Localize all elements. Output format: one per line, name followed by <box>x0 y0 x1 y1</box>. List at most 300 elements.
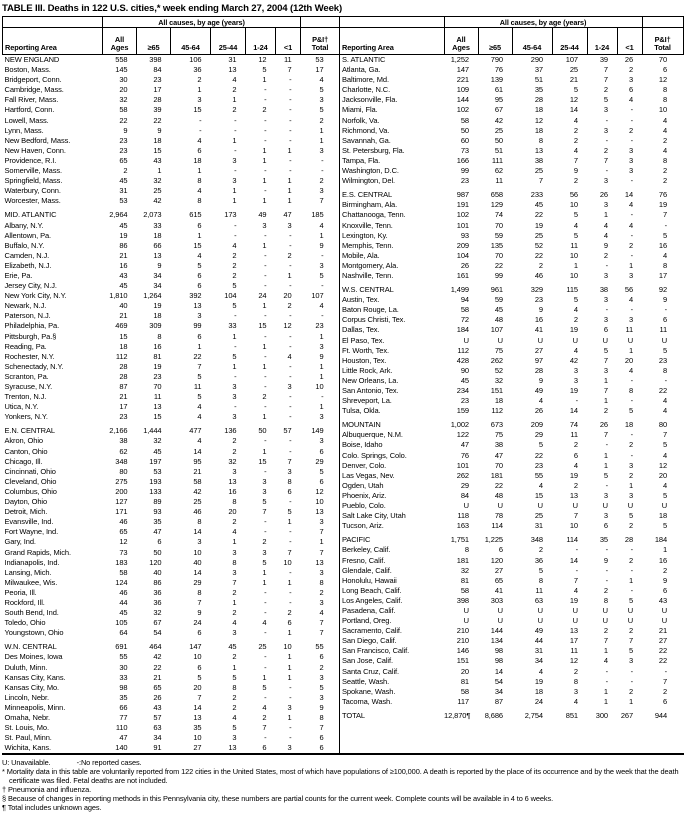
value-cell: U <box>537 605 543 615</box>
value-cell: 6 <box>603 325 608 335</box>
value-cell: - <box>605 545 608 555</box>
deaths-table-left <box>2 17 340 753</box>
value-cell: 32 <box>460 565 469 575</box>
value-cell: 6 <box>197 145 202 155</box>
value-cell: 101 <box>456 460 469 470</box>
value-cell: U <box>602 335 608 345</box>
reporting-area-cell: El Paso, Tex. <box>342 335 385 345</box>
reporting-area-cell: Dayton, Ohio <box>4 497 48 507</box>
value-cell: 4 <box>663 125 668 135</box>
value-cell: 2,073 <box>143 210 162 220</box>
value-cell: 21 <box>658 626 668 636</box>
column-header-row <box>340 28 683 55</box>
reporting-area-cell: Scranton, Pa. <box>4 371 49 381</box>
value-cell: 77 <box>119 713 128 722</box>
value-cell: 50 <box>153 547 162 557</box>
value-cell: 122 <box>456 430 469 440</box>
city-row <box>340 305 683 315</box>
value-cell: 2 <box>262 713 267 722</box>
reporting-area-cell: NEW ENGLAND <box>4 55 60 64</box>
value-cell: 3 <box>232 628 237 638</box>
value-cell: - <box>234 371 237 381</box>
value-cell: 98 <box>119 682 128 692</box>
value-cell: - <box>605 666 608 676</box>
city-row <box>3 116 340 126</box>
value-cell: 1 <box>287 713 292 722</box>
value-cell: U <box>627 501 634 511</box>
reporting-area-cell: Ogden, Utah <box>342 480 384 490</box>
value-cell: 58 <box>460 585 469 595</box>
value-cell: 84 <box>460 490 469 500</box>
reporting-area-cell: Pasadena, Calif. <box>342 605 396 615</box>
reporting-area-cell: Miami, Fla. <box>342 105 378 115</box>
value-cell: 8 <box>197 587 202 597</box>
value-cell: - <box>264 311 267 321</box>
reporting-area-cell: Charlotte, N.C. <box>342 85 391 95</box>
value-cell: 8 <box>663 260 668 270</box>
value-cell: - <box>264 85 267 95</box>
city-row <box>3 527 340 537</box>
value-cell: 658 <box>490 190 503 200</box>
reporting-area-cell: Fresno, Calif. <box>342 555 386 565</box>
value-cell: 7 <box>603 386 608 395</box>
value-cell: 2 <box>629 626 634 636</box>
reporting-area-cell: Utica, N.Y. <box>4 402 39 412</box>
value-cell: 35 <box>119 692 128 702</box>
city-row <box>3 75 340 85</box>
value-cell: 173 <box>224 210 237 220</box>
value-cell: 184 <box>456 325 469 335</box>
value-cell: 7 <box>319 618 324 628</box>
value-cell: 81 <box>460 676 469 686</box>
value-cell: 1 <box>262 341 267 351</box>
value-cell: 81 <box>460 575 469 585</box>
value-cell: 2 <box>663 565 668 575</box>
value-cell: U <box>661 501 668 511</box>
reporting-area-cell: Tucson, Ariz. <box>342 521 384 531</box>
value-cell: - <box>289 281 292 291</box>
value-cell: 98 <box>494 656 503 666</box>
table-title: TABLE III. Deaths in 122 U.S. cities,* week ending March 27, 2004 (12th Week) <box>2 3 342 14</box>
value-cell: 10 <box>658 105 668 115</box>
city-row <box>3 166 340 176</box>
value-cell: 45 <box>228 642 237 652</box>
value-cell: 87 <box>494 696 503 706</box>
value-cell: 1 <box>603 686 608 696</box>
value-cell: - <box>575 545 578 555</box>
value-cell: 6 <box>603 521 608 531</box>
value-cell: - <box>264 331 267 341</box>
reporting-area-cell: PACIFIC <box>342 535 371 545</box>
value-cell: U <box>602 501 608 511</box>
city-row <box>3 372 340 382</box>
reporting-area-spacer <box>340 17 444 28</box>
value-cell: 105 <box>115 618 128 628</box>
city-row <box>3 271 340 281</box>
value-cell: 22 <box>534 450 543 460</box>
value-cell: 107 <box>311 291 324 301</box>
value-cell: 22 <box>658 646 668 656</box>
value-cell: 210 <box>456 626 469 636</box>
value-cell: 181 <box>490 470 503 480</box>
value-cell: 95 <box>494 95 503 105</box>
value-cell: 210 <box>456 636 469 646</box>
value-cell: 1 <box>232 186 237 196</box>
value-cell: 17 <box>119 402 128 412</box>
value-cell: 9 <box>663 575 668 585</box>
value-cell: 75 <box>494 345 503 355</box>
value-cell: 8 <box>232 682 237 692</box>
reporting-area-cell: Lynn, Mass. <box>4 125 44 135</box>
city-row <box>340 586 683 596</box>
value-cell: 5 <box>319 105 324 115</box>
value-cell: 171 <box>115 507 128 517</box>
value-cell: 3 <box>319 672 324 682</box>
value-cell: 46 <box>193 507 202 517</box>
value-cell: 50 <box>258 426 267 436</box>
value-cell: 2 <box>629 65 634 75</box>
value-cell: 49 <box>258 210 267 220</box>
value-cell: 3 <box>629 145 634 155</box>
value-cell: 185 <box>311 210 324 220</box>
value-cell: 5 <box>319 682 324 692</box>
value-cell: 2 <box>232 702 237 712</box>
value-cell: 28 <box>534 365 543 375</box>
value-cell: 3 <box>232 466 237 476</box>
reporting-area-cell: Portland, Oreg. <box>342 616 392 626</box>
reporting-area-cell: Waterbury, Conn. <box>4 186 61 196</box>
value-cell: 10 <box>569 270 578 280</box>
value-cell: - <box>605 305 608 315</box>
value-cell: 7 <box>287 547 292 557</box>
value-cell: 6 <box>262 743 267 753</box>
value-cell: 6 <box>319 652 324 662</box>
value-cell: 21 <box>193 466 202 476</box>
value-cell: 6 <box>663 65 668 75</box>
reporting-area-cell: Grand Rapids, Mich. <box>4 547 71 557</box>
value-cell: 1 <box>603 460 608 470</box>
city-row <box>340 636 683 646</box>
value-cell: 5 <box>603 95 608 105</box>
city-row <box>3 65 340 75</box>
city-row <box>3 578 340 588</box>
value-cell: - <box>264 371 267 381</box>
value-cell: 31 <box>534 521 543 531</box>
value-cell: 2 <box>629 555 634 565</box>
value-cell: 99 <box>494 270 503 280</box>
value-cell: 13 <box>228 476 237 486</box>
deaths-table-right <box>340 17 684 721</box>
value-cell: 3 <box>603 105 608 115</box>
value-cell: 1 <box>262 240 267 250</box>
value-cell: - <box>289 402 292 412</box>
value-cell: 21 <box>119 392 128 402</box>
reporting-area-cell: Detroit, Mich. <box>4 507 48 517</box>
value-cell: 5 <box>629 646 634 656</box>
value-cell: 4 <box>663 250 668 260</box>
value-cell: 1 <box>232 662 237 672</box>
value-cell: 6 <box>197 270 202 280</box>
value-cell: 3 <box>319 145 324 155</box>
value-cell: 53 <box>119 196 128 206</box>
footnote-pneumonia: † Pneumonia and influenza. <box>2 785 92 795</box>
value-cell: - <box>630 666 634 676</box>
value-cell: 4 <box>197 436 202 446</box>
value-cell: 45 <box>119 608 128 618</box>
value-cell: 4 <box>197 135 202 145</box>
region-row <box>340 711 683 721</box>
value-cell: 24 <box>193 618 202 628</box>
value-cell: 39 <box>599 55 608 64</box>
value-cell: 70 <box>494 460 503 470</box>
value-cell: - <box>605 166 608 176</box>
value-cell: - <box>289 85 292 95</box>
value-cell: 74 <box>494 210 503 220</box>
value-cell: 147 <box>456 65 469 75</box>
value-cell: 183 <box>115 557 128 567</box>
value-cell: 8,686 <box>484 710 503 720</box>
value-cell: U <box>602 616 608 626</box>
value-cell: 28 <box>119 361 128 371</box>
value-cell: 84 <box>153 65 162 75</box>
reporting-area-cell: Newark, N.J. <box>4 301 47 311</box>
value-cell: 86 <box>153 577 162 587</box>
value-cell: 673 <box>490 420 503 430</box>
value-cell: 4 <box>663 145 668 155</box>
city-row <box>340 356 683 366</box>
value-cell: 65 <box>494 575 503 585</box>
value-cell: 1 <box>262 577 267 587</box>
value-cell: - <box>264 466 267 476</box>
value-cell: 18 <box>153 230 162 240</box>
value-cell: 3 <box>319 436 324 446</box>
value-cell: U <box>572 501 578 511</box>
value-cell: 4 <box>573 696 578 706</box>
reporting-area-cell: Albany, N.Y. <box>4 220 44 230</box>
reporting-area-cell: Corpus Christi, Tex. <box>342 315 406 325</box>
value-cell: 26 <box>460 260 469 270</box>
value-cell: 1 <box>232 95 237 105</box>
value-cell: 135 <box>490 240 503 250</box>
value-cell: 4 <box>538 666 543 676</box>
value-cell: 2 <box>663 135 668 145</box>
value-cell: 40 <box>119 301 128 311</box>
value-cell: - <box>605 480 608 490</box>
value-cell: - <box>321 166 324 176</box>
value-cell: 2 <box>538 545 543 555</box>
value-cell: 65 <box>119 527 128 537</box>
value-cell: - <box>264 115 267 125</box>
value-cell: 38 <box>599 285 608 295</box>
value-cell: 8 <box>663 365 668 375</box>
value-cell: 2 <box>573 125 578 135</box>
value-cell: 3 <box>197 311 202 321</box>
value-cell: 4 <box>629 200 634 210</box>
value-cell: 6 <box>287 618 292 628</box>
reporting-area-cell: Los Angeles, Calif. <box>342 595 403 605</box>
value-cell: - <box>575 565 578 575</box>
value-cell: 127 <box>115 497 128 507</box>
value-cell: 6 <box>663 315 668 325</box>
value-cell: 64 <box>119 628 128 638</box>
value-cell: 12 <box>315 486 324 496</box>
value-cell: 43 <box>119 270 128 280</box>
city-row <box>3 362 340 372</box>
value-cell: 1 <box>319 537 324 547</box>
value-cell: 75 <box>494 430 503 440</box>
value-cell: 11 <box>153 392 162 402</box>
value-cell: - <box>289 166 292 176</box>
value-cell: 45 <box>460 375 469 385</box>
value-cell: 1 <box>573 260 578 270</box>
value-cell: 166 <box>456 155 469 165</box>
value-cell: 90 <box>460 365 469 375</box>
value-cell: - <box>234 311 237 321</box>
city-row <box>340 511 683 521</box>
value-cell: - <box>264 692 267 702</box>
value-cell: - <box>289 587 292 597</box>
group-header-row <box>3 17 340 28</box>
value-cell: - <box>234 166 237 176</box>
value-cell: 10 <box>193 733 202 743</box>
value-cell: 104 <box>456 250 469 260</box>
value-cell: 184 <box>654 535 668 545</box>
value-cell: 53 <box>153 466 162 476</box>
city-row <box>3 105 340 115</box>
reporting-area-cell: Springfield, Mass. <box>4 176 63 186</box>
value-cell: 4 <box>262 618 267 628</box>
value-cell: 5 <box>197 392 202 402</box>
city-row <box>3 618 340 628</box>
all-causes-header: All causes, by age (years) <box>103 17 301 28</box>
value-cell: 5 <box>573 295 578 305</box>
value-cell: 5 <box>538 565 543 575</box>
value-cell: 4 <box>538 480 543 490</box>
value-cell: 73 <box>119 547 128 557</box>
value-cell: U <box>463 616 469 626</box>
city-row <box>340 697 683 707</box>
city-row <box>340 346 683 356</box>
value-cell: - <box>289 105 292 115</box>
value-cell: 3 <box>573 686 578 696</box>
city-row <box>340 396 683 406</box>
value-cell: 3 <box>232 382 237 391</box>
value-cell: 1 <box>232 597 237 607</box>
value-cell: 8 <box>663 155 668 165</box>
value-cell: - <box>264 270 267 280</box>
value-cell: 50 <box>460 125 469 135</box>
value-cell: 10 <box>315 497 324 507</box>
value-cell: 2 <box>287 250 292 260</box>
reporting-area-cell: Evansville, Ind. <box>4 517 54 527</box>
city-row <box>3 568 340 578</box>
value-cell: 392 <box>189 291 202 301</box>
city-row <box>340 231 683 241</box>
value-cell: 36 <box>193 65 202 75</box>
city-row <box>340 687 683 697</box>
value-cell: 74 <box>569 420 578 430</box>
value-cell: 8 <box>197 196 202 206</box>
value-cell: 6 <box>663 585 668 595</box>
value-cell: 32 <box>228 456 237 466</box>
city-row <box>3 588 340 598</box>
value-cell: 13 <box>153 402 162 412</box>
value-cell: 23 <box>119 412 128 422</box>
value-cell: 18 <box>494 396 503 406</box>
value-cell: 29 <box>193 577 202 587</box>
city-row <box>340 556 683 566</box>
reporting-area-cell: Berkeley, Calif. <box>342 545 391 555</box>
value-cell: - <box>264 260 267 270</box>
value-cell: 118 <box>457 511 469 521</box>
value-cell: 42 <box>494 115 503 125</box>
value-cell: 8 <box>573 676 578 686</box>
region-row <box>340 420 683 430</box>
city-row <box>340 616 683 626</box>
value-cell: 7 <box>197 597 202 607</box>
value-cell: 16 <box>534 315 543 325</box>
value-cell: 58 <box>119 567 128 577</box>
value-cell: 19 <box>534 676 543 686</box>
value-cell: 6 <box>629 85 634 95</box>
reporting-area-cell: Baltimore, Md. <box>342 75 389 85</box>
value-cell: 18 <box>153 311 162 321</box>
reporting-area-cell: San Diego, Calif. <box>342 636 397 646</box>
value-cell: U <box>497 605 503 615</box>
value-cell: 3 <box>287 743 292 753</box>
value-cell: 28 <box>534 95 543 105</box>
value-cell: 11 <box>659 325 668 335</box>
value-cell: 70 <box>494 220 503 230</box>
value-cell: 51 <box>494 145 503 155</box>
value-cell: 4 <box>573 145 578 155</box>
value-cell: - <box>289 115 292 125</box>
value-cell: 23 <box>534 460 543 470</box>
value-cell: 1 <box>262 301 267 311</box>
value-cell: - <box>321 155 324 165</box>
value-cell: 10 <box>283 557 292 567</box>
value-cell: 144 <box>490 626 503 636</box>
reporting-area-cell: Ft. Worth, Tex. <box>342 345 389 355</box>
reporting-area-cell: Cambridge, Mass. <box>4 85 64 95</box>
reporting-area-cell: New Haven, Conn. <box>4 145 66 155</box>
reporting-area-cell: Schenectady, N.Y. <box>4 361 64 371</box>
value-cell: 2 <box>232 270 237 280</box>
value-cell: 43 <box>658 595 668 605</box>
value-cell: 5 <box>287 507 292 517</box>
value-cell: 303 <box>490 595 503 605</box>
value-cell: 60 <box>460 135 469 145</box>
value-cell: U <box>497 616 503 626</box>
value-cell: 97 <box>534 355 543 365</box>
value-cell: 51 <box>534 75 543 85</box>
city-row <box>3 342 340 352</box>
reporting-area-cell: Somerville, Mass. <box>4 166 62 176</box>
region-row <box>3 210 340 220</box>
value-cell: 81 <box>153 351 162 361</box>
value-cell: 7 <box>603 75 608 85</box>
value-cell: 28 <box>153 95 162 105</box>
column-header-25-44: 25-44 <box>552 28 587 55</box>
value-cell: 1 <box>319 331 324 341</box>
value-cell: 7 <box>663 430 668 440</box>
value-cell: 58 <box>119 105 128 115</box>
value-cell: U <box>627 616 634 626</box>
value-cell: 2 <box>232 692 237 702</box>
city-row <box>3 221 340 231</box>
value-cell: - <box>264 125 267 135</box>
value-cell: 32 <box>153 436 162 446</box>
